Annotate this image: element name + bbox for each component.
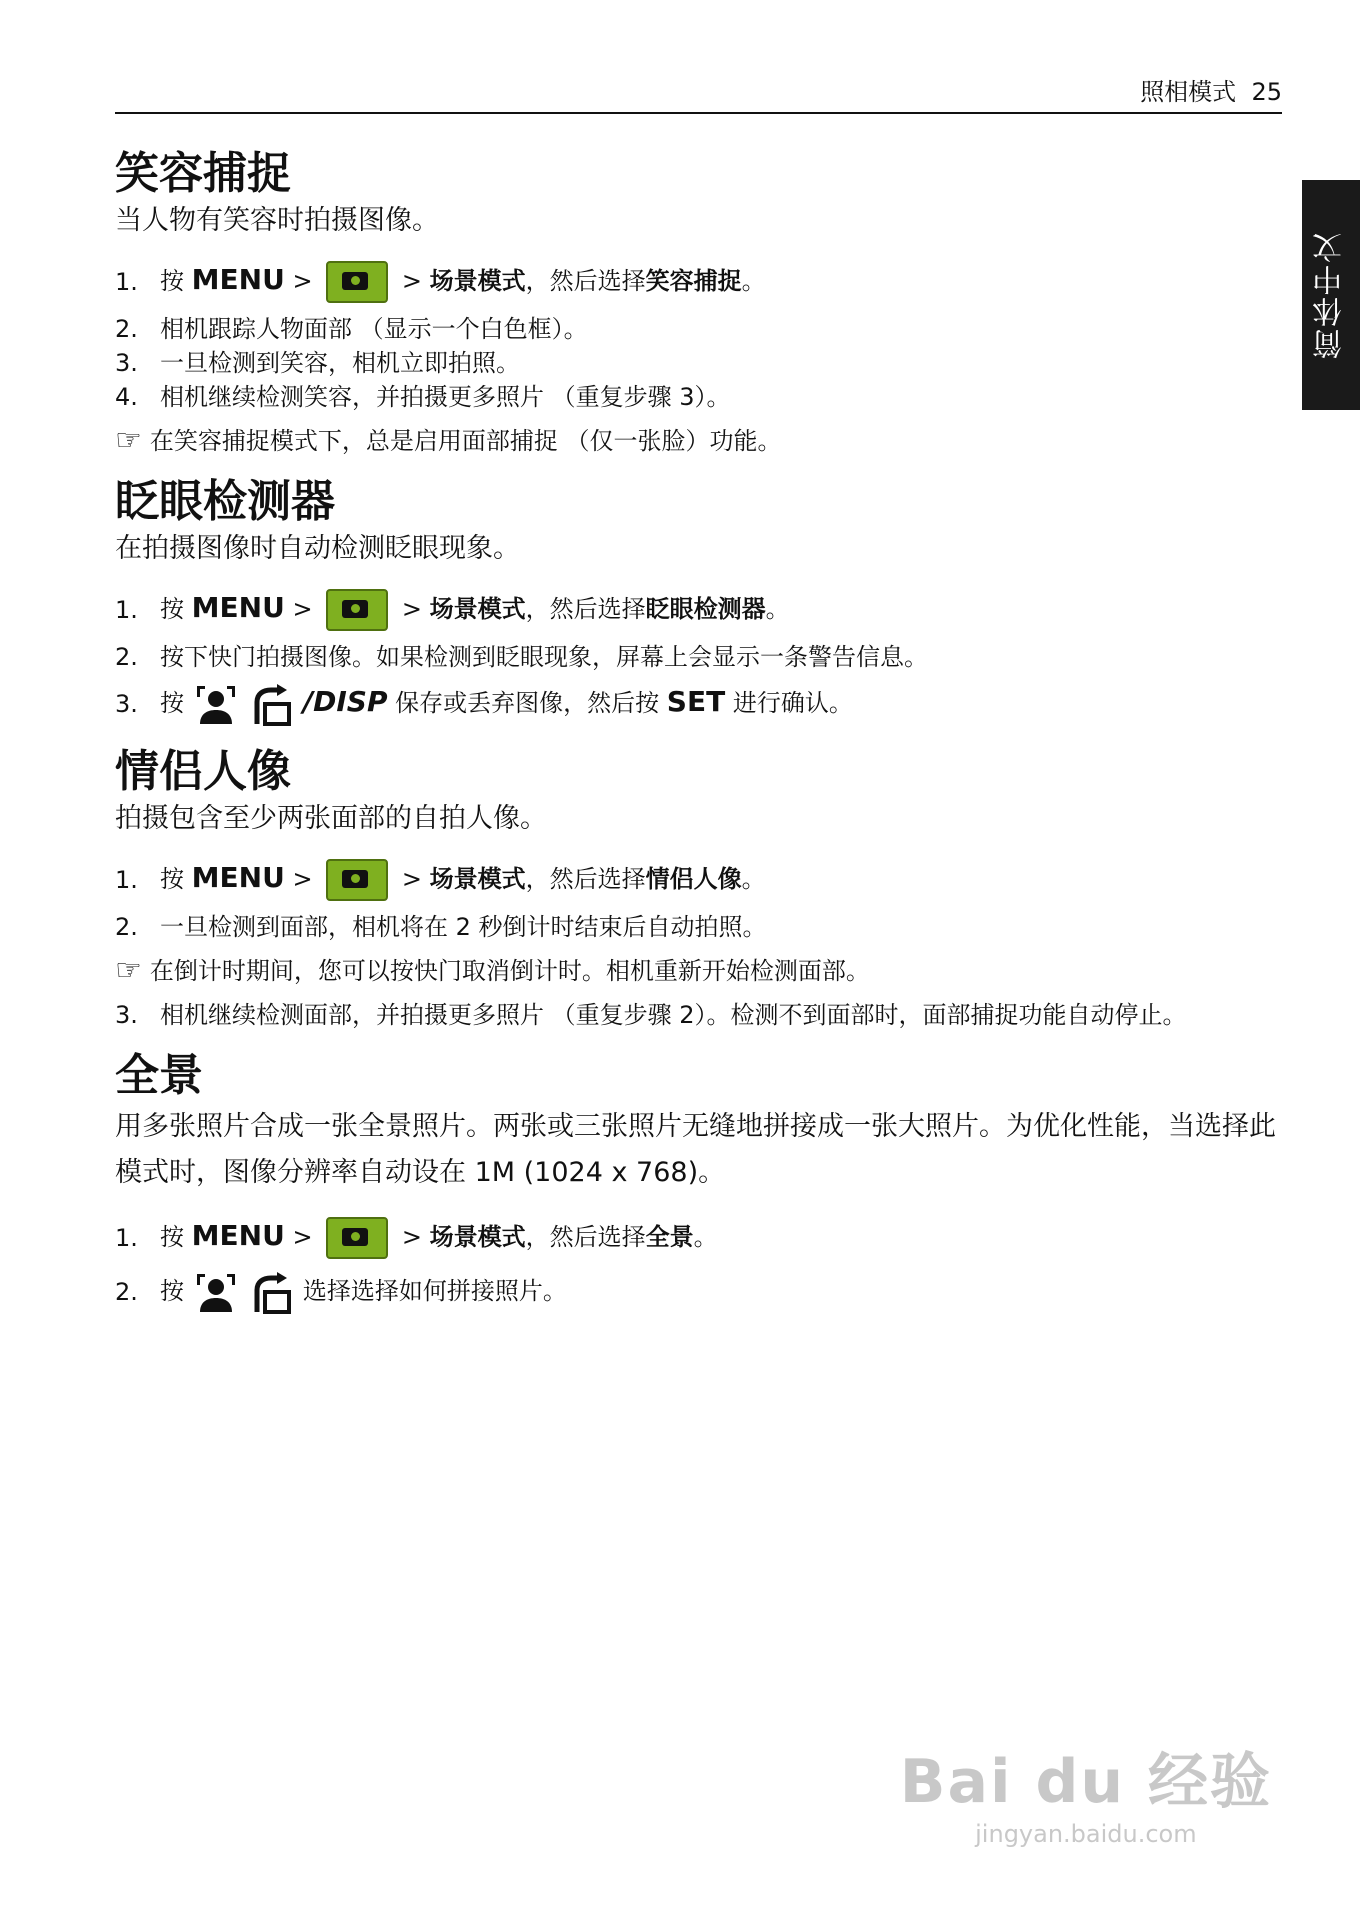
step: 1. 按 MENU > > 场景模式，然后选择笑容捕捉。 <box>115 258 1285 306</box>
step: 1. 按 MENU > > 场景模式，然后选择眨眼检测器。 <box>115 586 1285 634</box>
pointing-hand-icon: ☞ <box>115 953 142 988</box>
section-intro: 拍摄包含至少两张面部的自拍人像。 <box>115 803 547 834</box>
menu-button-label: MENU <box>191 861 285 894</box>
rotate-arrow-icon <box>249 682 293 726</box>
section-intro: 用多张照片合成一张全景照片。两张或三张照片无缝地拼接成一张大照片。为优化性能，当选择此模式时，图像分辨率自动设在 1M (1024 x 768)。 <box>115 1111 1276 1188</box>
step: 1. 按 MENU > > 场景模式，然后选择全景。 <box>115 1214 1285 1262</box>
menu-button-label: MENU <box>191 1219 285 1252</box>
step-list <box>115 258 1285 414</box>
rotate-arrow-icon <box>249 1270 293 1314</box>
section-title: 情侣人像 <box>115 746 291 797</box>
step-list <box>115 586 1285 728</box>
step: 1. 按 MENU > > 场景模式，然后选择情侣人像。 <box>115 856 1285 904</box>
step: 4. 相机继续检测笑容，并拍摄更多照片 （重复步骤 3）。 <box>115 383 731 411</box>
language-tab <box>1302 180 1360 410</box>
watermark-brand: Bai du 经验 <box>899 1747 1272 1817</box>
page-content <box>115 130 1285 1322</box>
page-number: 25 <box>1251 78 1282 106</box>
language-tab-label: 简体中文 <box>1313 231 1348 359</box>
note-text: 在笑容捕捉模式下，总是启用面部捕捉 （仅一张脸）功能。 <box>149 427 782 455</box>
step: 2. 相机跟踪人物面部 （显示一个白色框）。 <box>115 315 588 343</box>
disp-button-label: /DISP <box>302 685 388 718</box>
pointing-hand-icon: ☞ <box>115 423 142 458</box>
step-list <box>115 1214 1285 1316</box>
section-intro: 在拍摄图像时自动检测眨眼现象。 <box>115 533 520 564</box>
note <box>115 424 1285 458</box>
watermark-url: jingyan.baidu.com <box>975 1820 1197 1848</box>
step: 3. 按 /DISP 保存或丢弃图像，然后按 SET 进行确认。 <box>115 680 1285 728</box>
step-list <box>115 998 1285 1032</box>
step: 2. 按下快门拍摄图像。如果检测到眨眼现象，屏幕上会显示一条警告信息。 <box>115 643 928 671</box>
section-couple-portrait <box>115 744 1285 1032</box>
step: 3. 相机继续检测面部，并拍摄更多照片 （重复步骤 2）。检测不到面部时，面部捕捉功能自动停止。 <box>115 1001 1187 1029</box>
camera-mode-icon <box>326 859 388 901</box>
step: 2. 按 选择选择如何拼接照片。 <box>115 1268 1285 1316</box>
camera-mode-icon <box>326 261 388 303</box>
watermark <box>900 1734 1272 1848</box>
step: 3. 一旦检测到笑容，相机立即拍照。 <box>115 349 520 377</box>
step-list <box>115 856 1285 944</box>
camera-mode-icon <box>326 1217 388 1259</box>
set-button-label: SET <box>666 685 726 718</box>
note-text: 在倒计时期间，您可以按快门取消倒计时。相机重新开始检测面部。 <box>149 957 870 985</box>
header-rule <box>115 112 1282 114</box>
section-title: 笑容捕捉 <box>115 148 291 199</box>
camera-mode-icon <box>326 589 388 631</box>
header-title: 照相模式 <box>1140 78 1237 106</box>
section-smile-capture <box>115 146 1285 458</box>
menu-button-label: MENU <box>191 591 285 624</box>
section-intro: 当人物有笑容时拍摄图像。 <box>115 205 439 236</box>
face-detect-icon <box>194 1270 238 1314</box>
face-detect-icon <box>194 682 238 726</box>
note <box>115 954 1285 988</box>
section-panorama <box>115 1048 1285 1316</box>
section-title: 眨眼检测器 <box>115 476 335 527</box>
step: 2. 一旦检测到面部，相机将在 2 秒倒计时结束后自动拍照。 <box>115 913 767 941</box>
section-blink-detector <box>115 474 1285 728</box>
section-title: 全景 <box>115 1050 203 1101</box>
menu-button-label: MENU <box>191 263 285 296</box>
page-header <box>1140 72 1282 107</box>
